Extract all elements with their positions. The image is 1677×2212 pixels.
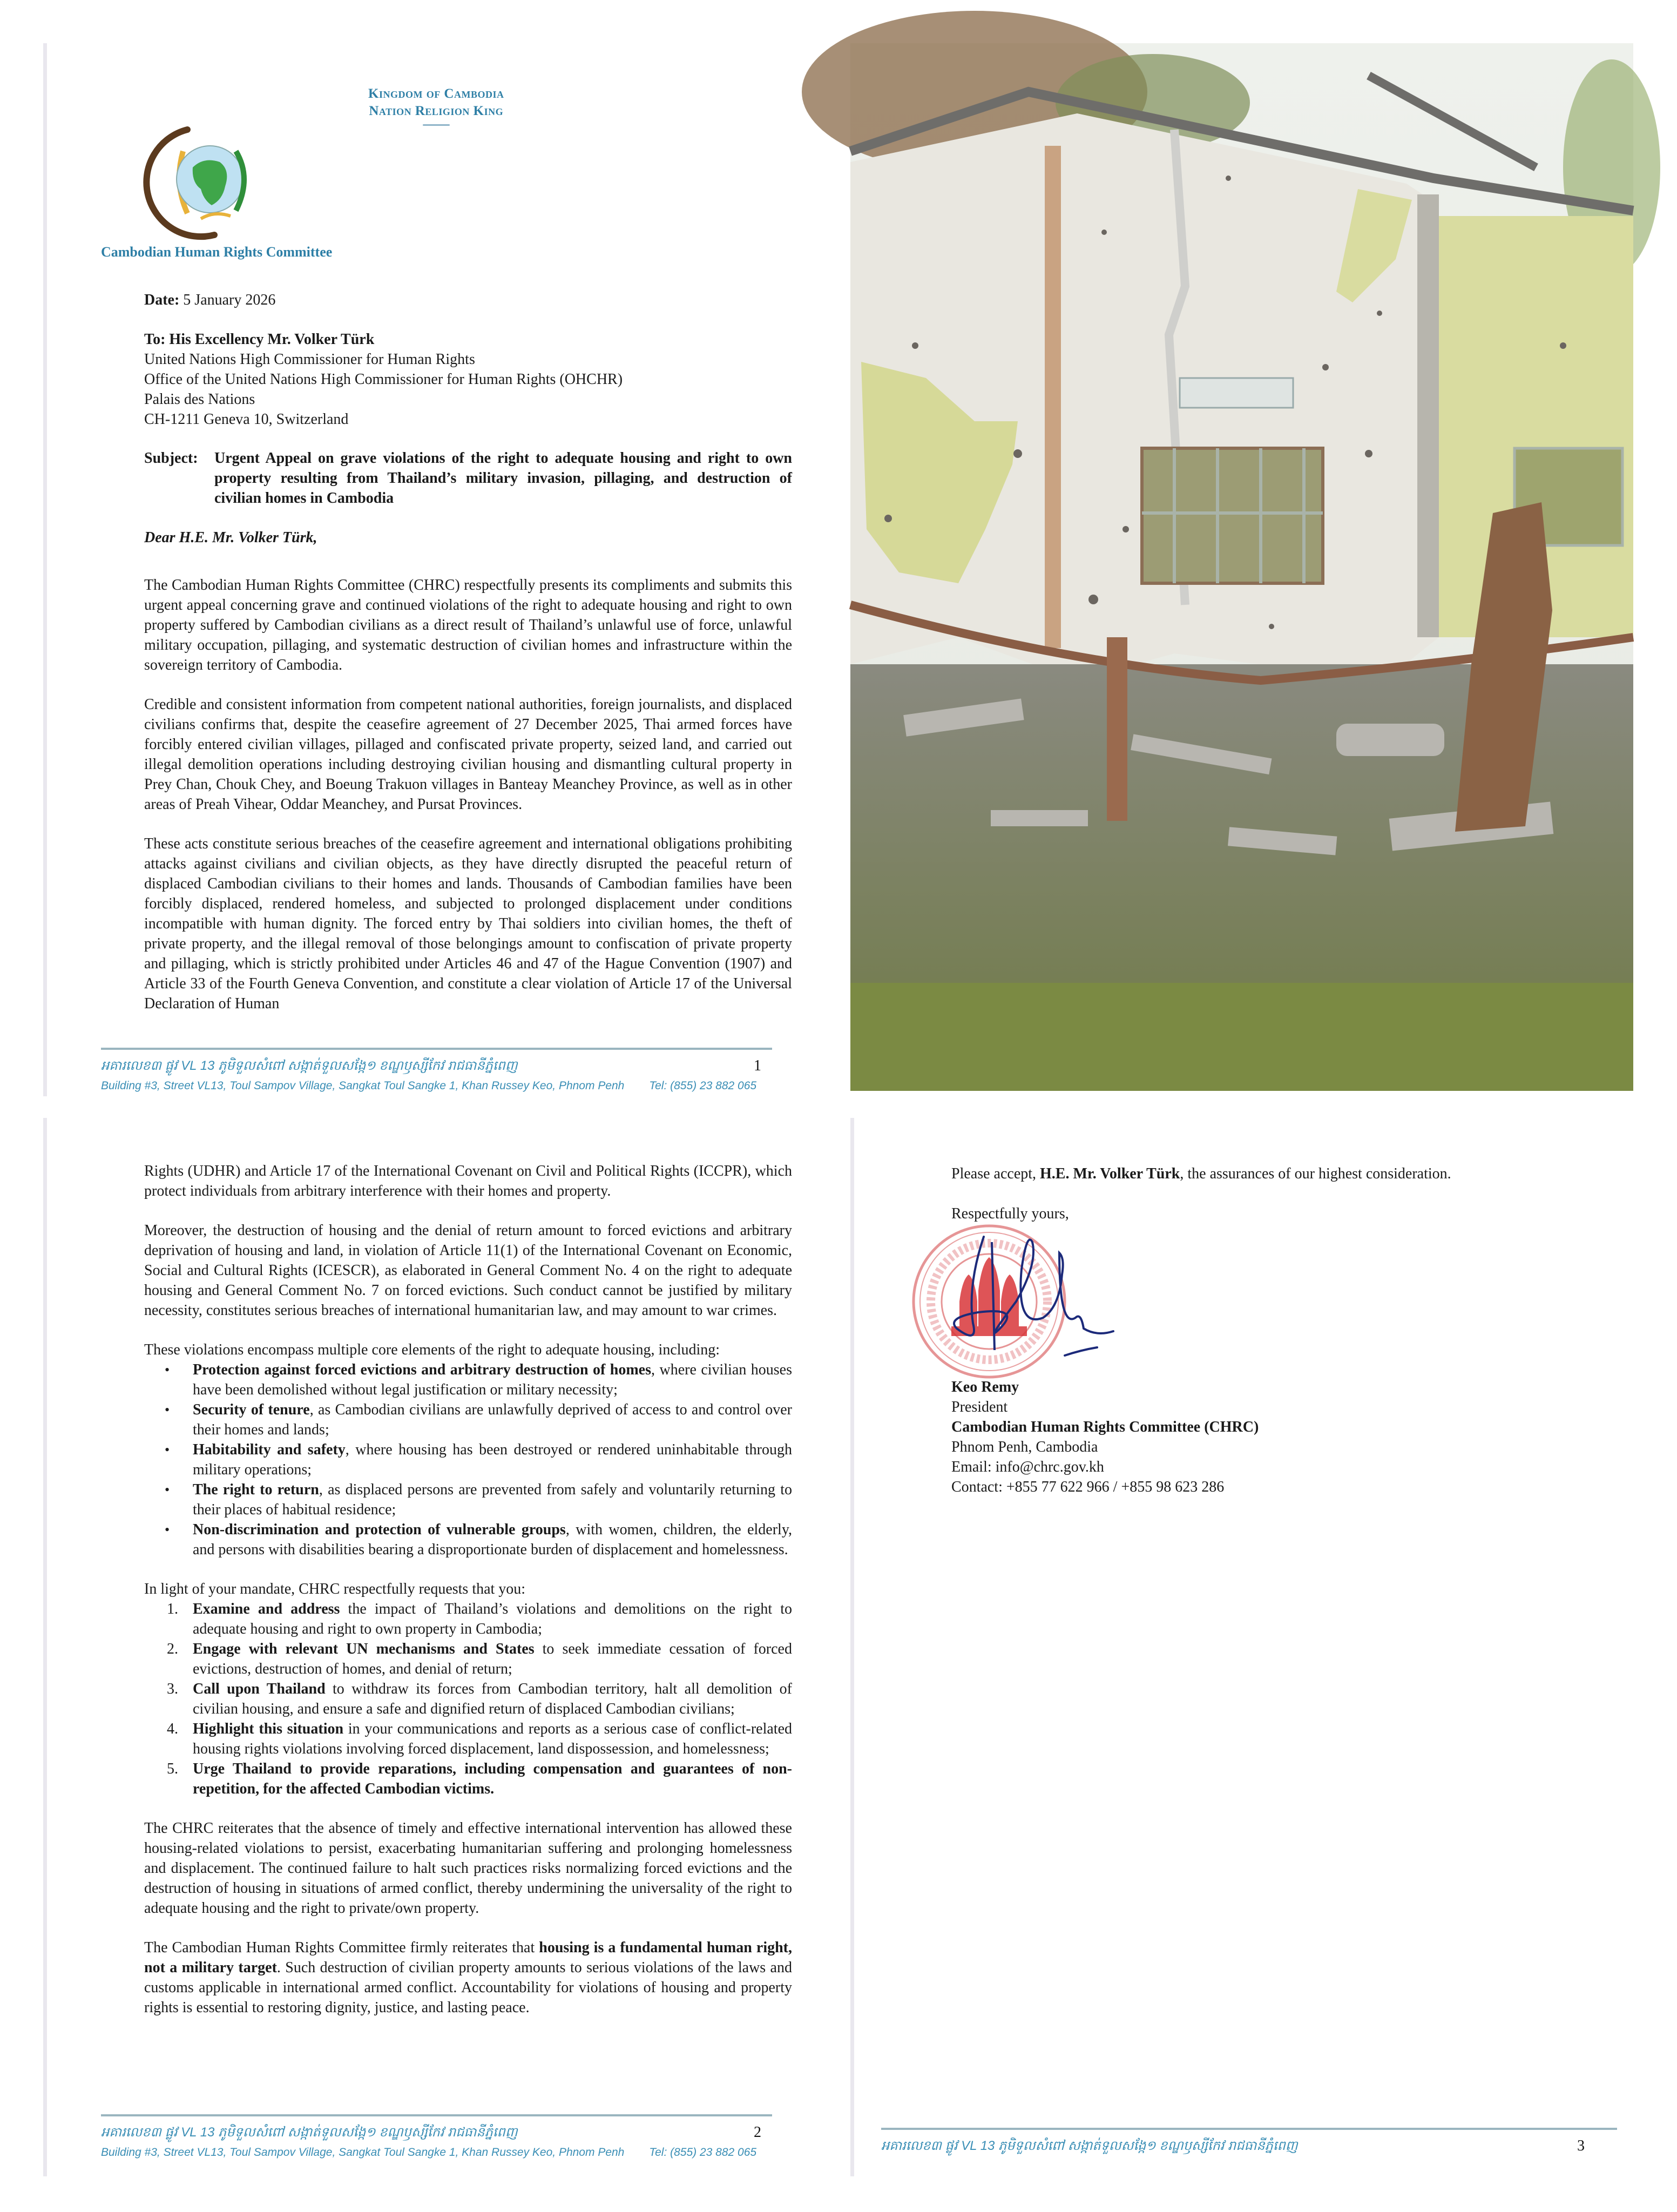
item-number: 5. [167, 1761, 178, 1777]
signatory-email[interactable]: Email: info@chrc.gov.kh [951, 1459, 1104, 1475]
item-number: 3. [167, 1681, 178, 1697]
footer-khmer-row [101, 2124, 772, 2143]
page-footer [881, 2128, 1617, 2156]
footer-tel: Tel: (855) 23 882 065 [649, 1080, 757, 1092]
letter-page-2 [43, 1118, 792, 2176]
date-line [144, 292, 275, 309]
subject-line [144, 448, 792, 508]
item-number: 4. [167, 1721, 178, 1737]
letter-page-3 [850, 1118, 1633, 2176]
text-run-bold: H.E. Mr. Volker Türk [1040, 1165, 1180, 1182]
footer-rule [881, 2128, 1617, 2130]
kingdom-line-2: Nation Religion King [369, 104, 504, 118]
footer-khmer-address: អគារលេខ៣ ផ្លូវ VL 13 ភូមិទួលសំពៅ សង្កាត់ទួលសង្កែ១ ខណ្ឌឫស្សីកែវ រាជធានីភ្នំពេញ [881, 2139, 1298, 2153]
letter-page-1 [43, 43, 792, 1096]
page-edge [850, 1118, 854, 2176]
text-run: . Such destruction of civilian property amounts to serious violations of the laws and customs applicable in international armed conflict. Accountability for violations of housing and property rights is essential to restoring dignity, justice, and lasting peace. [144, 1959, 792, 2016]
page-footer [101, 1048, 772, 1092]
text-run-bold: housing is a fundamental human right, not a military target [144, 1939, 792, 1976]
chrc-logo-icon [150, 119, 274, 243]
recipient-line: United Nations High Commissioner for Human Rights [144, 351, 475, 368]
item-heading: Call upon Thailand [193, 1681, 326, 1697]
item-text: to withdraw its forces from Cambodian territory, halt all demolition of civilian housing, and ensure a safe and dignified return of displaced Cambodian civilians; [193, 1681, 792, 1717]
list-item [193, 1400, 792, 1440]
list-item [193, 1480, 792, 1520]
paragraph: The CHRC reiterates that the absence of timely and effective international intervention has allowed these housing-related violations to persist, exacerbating humanitarian suffering and prolonging homelessness and displacement. The continued failure to halt such practices risks normalizing forced evictions and the destruction of housing in situations of armed conflict, thereby undermining the universality of the right to adequate housing and the right to private/own property. [144, 1820, 792, 1917]
recipient-block [144, 329, 623, 429]
list-item [193, 1440, 792, 1480]
paragraph: Rights (UDHR) and Article 17 of the International Covenant on Civil and Political Rights (ICCPR), which protect individuals from arbitrary interference with their homes and property. [144, 1163, 792, 1199]
item-heading: Highlight this situation [193, 1721, 344, 1737]
item-text: , as displaced persons are prevented from safely and voluntarily returning to their places of habitual residence; [193, 1481, 792, 1518]
paragraph: Moreover, the destruction of housing and the denial of return amount to forced evictions and arbitrary deprivation of housing and land, in violation of Article 11(1) of the International Covenant on Economic, Social and Cultural Rights (ICESCR), as elaborated in General Comment No. 4 on the right to adequate housing and General Comment No. 7 on forced evictions. Such conduct cannot be justified by military necessity, constitutes serious breaches of international humanitarian law, and may amount to war crimes. [144, 1222, 792, 1319]
text-run: The Cambodian Human Rights Committee firmly reiterates that [144, 1939, 539, 1956]
text-run: Please accept, [951, 1165, 1040, 1182]
elements-intro: These violations encompass multiple core elements of the right to adequate housing, including: [144, 1341, 720, 1358]
signatory-contact: Contact: +855 77 622 966 / +855 98 623 286 [951, 1479, 1225, 1495]
handwritten-signature-icon [935, 1220, 1135, 1361]
recipient-to: To: His Excellency Mr. Volker Türk [144, 331, 375, 348]
item-text: to seek immediate cessation of forced evictions, destruction of homes, and denial of return; [193, 1641, 792, 1677]
concrete-pillar [1417, 194, 1439, 637]
page-number: 1 [754, 1057, 761, 1074]
list-item [167, 1679, 792, 1719]
damaged-house-photo [850, 43, 1633, 1091]
page-number: 3 [1577, 2137, 1585, 2154]
signatory-city: Phnom Penh, Cambodia [951, 1439, 1098, 1455]
footer-english-row [101, 2146, 772, 2159]
recipient-line: Palais des Nations [144, 391, 255, 408]
item-heading: Examine and address [193, 1601, 340, 1617]
paragraph: The Cambodian Human Rights Committee (CHRC) respectfully presents its compliments and submits this urgent appeal concerning grave and continued violations of the right to adequate housing and right to own property suffered by Cambodian civilians as a direct result of Thailand’s unlawful use of force, unlawful military occupation, pillaging, and systematic destruction of civilian homes and infrastructure within the sovereign territory of Cambodia. [144, 577, 792, 673]
footer-khmer-row [881, 2137, 1617, 2156]
item-heading: Habitability and safety [193, 1441, 346, 1458]
grass [850, 983, 1633, 1091]
item-text: , as Cambodian civilians are unlawfully deprived of access to and control over their homes and lands; [193, 1401, 792, 1438]
footer-rule [101, 2114, 772, 2116]
closing-line [951, 1164, 1451, 1224]
list-item [193, 1360, 792, 1400]
item-text: , with women, children, the elderly, and persons with disabilities bearing a disproportionate burden of displacement and homelessness. [193, 1521, 792, 1558]
page-footer [101, 2114, 772, 2159]
item-heading: Protection against forced evictions and arbitrary destruction of homes [193, 1361, 652, 1378]
item-text: in your communications and reports as a serious case of conflict-related housing rights violations involving forced displacement, land dispossession, and homelessness; [193, 1721, 792, 1757]
subject-label: Subject: [144, 450, 198, 467]
requests-intro: In light of your mandate, CHRC respectfully requests that you: [144, 1581, 526, 1597]
vent-blocks [1180, 378, 1293, 408]
salutation: Dear H.E. Mr. Volker Türk, [144, 529, 317, 546]
recipient-line: Office of the United Nations High Commissioner for Human Rights (OHCHR) [144, 371, 623, 388]
item-heading: Non-discrimination and protection of vulnerable groups [193, 1521, 566, 1538]
list-item [193, 1520, 792, 1560]
item-heading: Urge Thailand to provide reparations, including compensation and guarantees of non-repetition, for the affected Cambodian victims. [193, 1761, 792, 1797]
footer-english-address: Building #3, Street VL13, Toul Sampov Village, Sangkat Toul Sangke 1, Khan Russey Keo, Phnom Penh [101, 1080, 625, 1092]
requests-list [144, 1599, 792, 1799]
recipient-line: CH-1211 Geneva 10, Switzerland [144, 411, 349, 428]
list-item [167, 1599, 792, 1639]
signatory-organization: Cambodian Human Rights Committee (CHRC) [951, 1419, 1259, 1435]
barred-window [1142, 448, 1323, 583]
date-label: Date: [144, 292, 180, 308]
item-number: 2. [167, 1641, 178, 1657]
paragraph-final [144, 1938, 792, 2018]
fence-post [1107, 637, 1127, 821]
subject-text: Urgent Appeal on grave violations of the right to adequate housing and right to own property resulting from Thailand’s military invasion, pillaging, and destruction of civilian homes in Cambodia [214, 450, 792, 507]
concrete-pillar [1045, 146, 1061, 648]
page-number: 2 [754, 2124, 761, 2141]
item-number: 1. [167, 1601, 178, 1617]
footer-tel: Tel: (855) 23 882 065 [649, 2146, 757, 2159]
signatory-name: Keo Remy [951, 1379, 1019, 1395]
item-text: the impact of Thailand’s violations and demolitions on the right to adequate housing and right to own property in Cambodia; [193, 1601, 792, 1637]
letterhead-kingdom [368, 85, 504, 126]
item-heading: Security of tenure [193, 1401, 310, 1418]
signatory-title: President [951, 1399, 1008, 1415]
item-heading: The right to return [193, 1481, 319, 1498]
footer-english-row [101, 1080, 772, 1092]
letter-body-page-2 [144, 1161, 792, 2037]
list-item [167, 1639, 792, 1679]
signatory-block [951, 1377, 1259, 1497]
ornament-divider [423, 124, 450, 126]
footer-rule [101, 1048, 772, 1050]
item-heading: Engage with relevant UN mechanisms and States [193, 1641, 535, 1657]
item-text: , where housing has been destroyed or rendered uninhabitable through military operations; [193, 1441, 792, 1478]
page-edge [43, 1118, 47, 2176]
text-run: , the assurances of our highest consideration. [1180, 1165, 1451, 1182]
letter-body-page-1 [144, 575, 792, 1033]
list-item [167, 1719, 792, 1759]
date-value: 5 January 2026 [183, 292, 276, 308]
footer-khmer-address: អគារលេខ៣ ផ្លូវ VL 13 ភូមិទួលសំពៅ សង្កាត់ទួលសង្កែ១ ខណ្ឌឫស្សីកែវ រាជធានីភ្នំពេញ [101, 2125, 518, 2140]
paragraph: Credible and consistent information from competent national authorities, foreign journalists, and displaced civilians confirms that, despite the ceasefire agreement of 27 December 2025, Thai armed forces have forcibly entered civilian villages, pillaged and confiscated private property, seized land, and carried out illegal demolition operations including destroying civilian housing and dismantling cultural property in Prey Chan, Chouk Chey, and Boeung Trakuon villages in Banteay Meanchey Province, as well as in other areas of Preah Vihear, Oddar Meanchey, and Pursat Provinces. [144, 696, 792, 813]
list-item [167, 1759, 792, 1799]
footer-khmer-address: អគារលេខ៣ ផ្លូវ VL 13 ភូមិទួលសំពៅ សង្កាត់ទួលសង្កែ១ ខណ្ឌឫស្សីកែវ រាជធានីភ្នំពេញ [101, 1058, 518, 1073]
housing-elements-list [144, 1360, 792, 1560]
damaged-house-image [850, 43, 1633, 1091]
item-text: , where civilian houses have been demolished without legal justification or military necessity; [193, 1361, 792, 1398]
paragraph: These acts constitute serious breaches of the ceasefire agreement and international obligations prohibiting attacks against civilians and civilian objects, as they have directly disrupted the peaceful return of displaced Cambodian civilians to their homes and lands. Thousands of Cambodian families have been forcibly displaced, rendered homeless, and subjected to prolonged displacement under conditions incompatible with human dignity. The forced entry by Thai soldiers into civilian homes, the theft of private property, and the illegal removal of those belongings amount to confiscation of private property and pillaging, which is strictly prohibited under Articles 46 and 47 of the Hague Convention (1907) and Article 33 of the Fourth Geneva Convention, and constitute a clear violation of Article 17 of the Universal Declaration of Human [144, 835, 792, 1012]
page-edge [43, 43, 47, 1096]
kingdom-line-1: Kingdom of Cambodia [368, 86, 504, 101]
valediction: Respectfully yours, [951, 1205, 1069, 1222]
committee-name: Cambodian Human Rights Committee [101, 244, 333, 260]
footer-english-address: Building #3, Street VL13, Toul Sampov Village, Sangkat Toul Sangke 1, Khan Russey Keo, Phnom Penh [101, 2146, 625, 2159]
footer-khmer-row [101, 1057, 772, 1076]
